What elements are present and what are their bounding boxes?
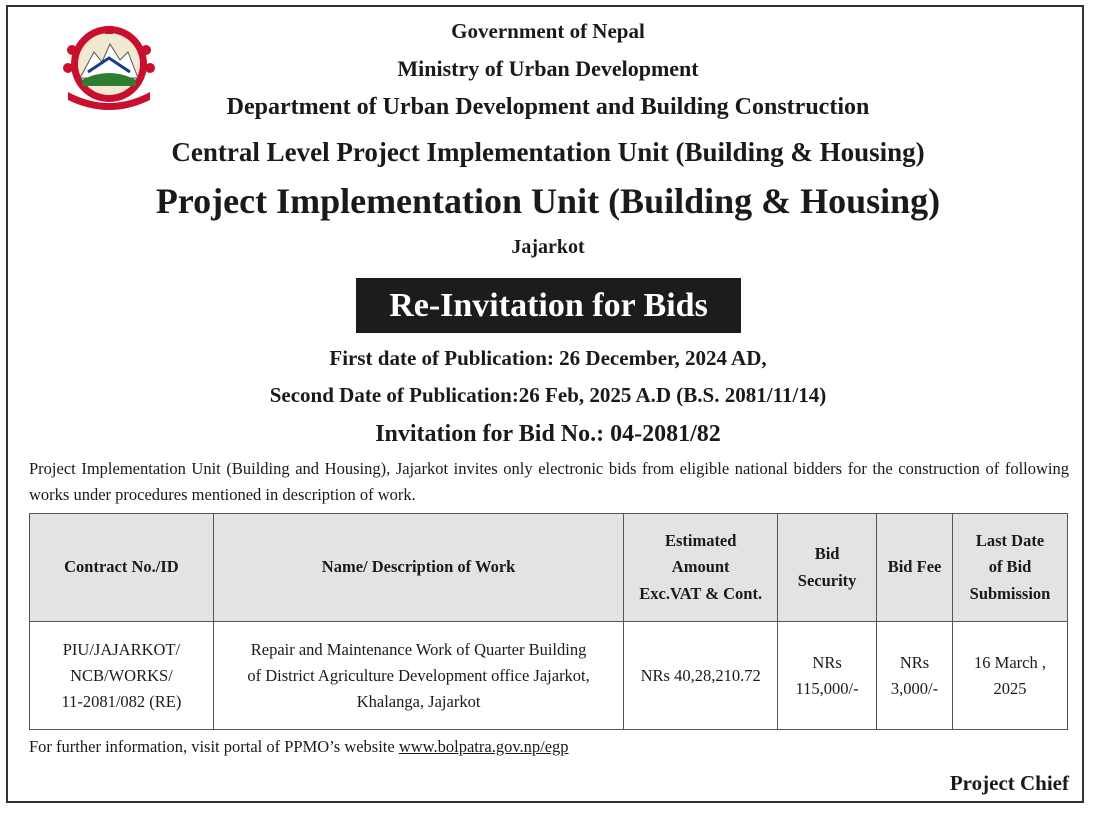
header-work: Name/ Description of Work: [213, 514, 623, 622]
cell-work: Repair and Maintenance Work of Quarter Building of District Agriculture Development office Jajarkot, Khalanga, Jajarkot: [213, 622, 623, 730]
header-amount: Estimated Amount Exc.VAT & Cont.: [624, 514, 778, 622]
header-department: Department of Urban Development and Building Construction: [226, 94, 870, 120]
info-text: For further information, visit portal of PPMO’s website: [29, 737, 399, 756]
notice-title-banner: Re-Invitation for Bids: [356, 278, 741, 333]
ppmo-link[interactable]: www.bolpatra.gov.np/egp: [398, 737, 569, 756]
further-information: [29, 737, 569, 757]
header-fee: Bid Fee: [877, 514, 953, 622]
header-location: Jajarkot: [511, 236, 585, 258]
cell-security: NRs 115,000/-: [778, 622, 877, 730]
header-security: Bid Security: [778, 514, 877, 622]
header-date: Last Date of Bid Submission: [953, 514, 1068, 622]
cell-amount: NRs 40,28,210.72: [624, 622, 778, 730]
header-government: Government of Nepal: [451, 19, 645, 43]
first-publication-date: First date of Publication: 26 December, 2024 AD,: [329, 346, 767, 370]
intro-paragraph: Project Implementation Unit (Building and Housing), Jajarkot invites only electronic bids from eligible national bidders for the construction of following works under procedures mentioned in description of work.: [29, 459, 1069, 504]
header-central-unit: Central Level Project Implementation Unit (Building & Housing): [171, 137, 925, 167]
header-project-unit: Project Implementation Unit (Building & Housing): [155, 181, 941, 221]
cell-date: 16 March , 2025: [953, 622, 1068, 730]
cell-fee: NRs 3,000/-: [877, 622, 953, 730]
table-header-row: [30, 514, 1068, 622]
header-ministry: Ministry of Urban Development: [397, 56, 699, 81]
signoff: Project Chief: [949, 771, 1069, 795]
bids-table: [29, 513, 1068, 730]
second-publication-date: Second Date of Publication:26 Feb, 2025 A.D (B.S. 2081/11/14): [269, 383, 827, 407]
header-contract: Contract No./ID: [30, 514, 214, 622]
cell-contract: PIU/JAJARKOT/ NCB/WORKS/ 11-2081/082 (RE): [30, 622, 214, 730]
bid-number: Invitation for Bid No.: 04-2081/82: [375, 421, 721, 447]
table-row: [30, 622, 1068, 730]
